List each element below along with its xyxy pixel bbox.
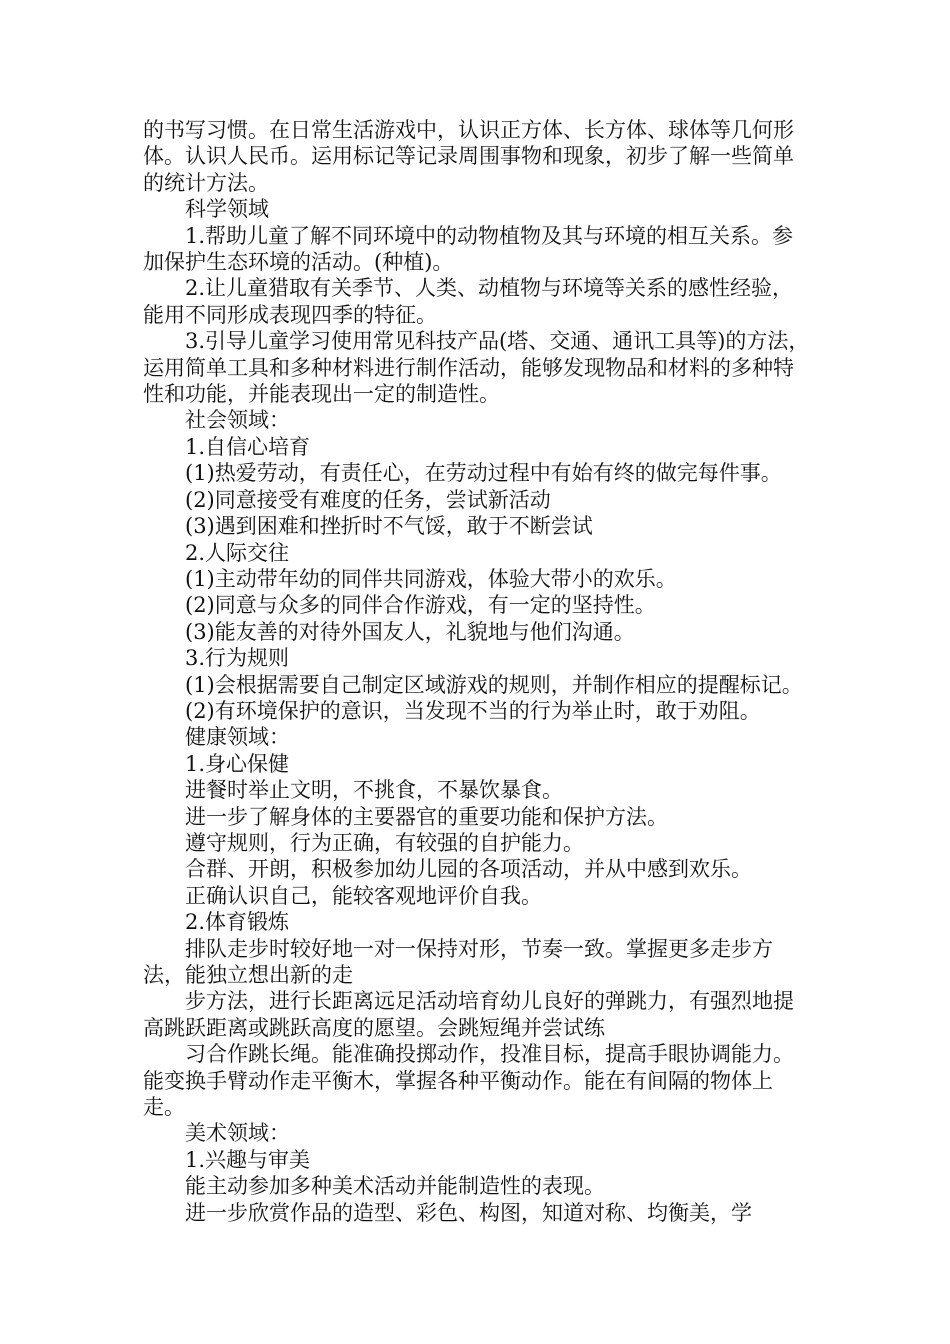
paragraph: 排队走步时较好地一对一保持对形，节奏一致。掌握更多走步方法，能独立想出新的走 (143, 936, 773, 987)
subheading: 3.行为规则 (185, 646, 290, 671)
document-body (143, 117, 813, 1226)
section-heading: 健康领域： (185, 725, 290, 750)
paragraph: (3)遇到困难和挫折时不气馁，敢于不断尝试 (185, 514, 593, 539)
paragraph: 进一步欣赏作品的造型、彩色、构图，知道对称、均衡美，学 (185, 1200, 752, 1225)
paragraph: 2.让儿童猎取有关季节、人类、动植物与环境等关系的感性经验，能用不同形成表现四季的特征。 (143, 276, 794, 327)
paragraph: (3)能友善的对待外国友人，礼貌地与他们沟通。 (185, 619, 635, 644)
paragraph: 遵守规则，行为正确，有较强的自护能力。 (185, 830, 584, 855)
paragraph: 正确认识自己，能较客观地评价自我。 (185, 883, 542, 908)
paragraph: 进一步了解身体的主要器官的重要功能和保护方法。 (185, 804, 668, 829)
paragraph: 步方法，进行长距离远足活动培育幼儿良好的弹跳力，有强烈地提高跳跃距离或跳跃高度的愿望。会跳短绳并尝试练 (143, 989, 794, 1040)
paragraph: 能主动参加多种美术活动并能制造性的表现。 (185, 1174, 605, 1199)
paragraph: 合群、开朗，积极参加幼儿园的各项活动，并从中感到欢乐。 (185, 857, 752, 882)
paragraph: 习合作跳长绳。能准确投掷动作，投准目标，提高手眼协调能力。能变换手臂动作走平衡木，掌握各种平衡动作。能在有间隔的物体上走。 (143, 1042, 794, 1120)
subheading: 2.人际交往 (185, 540, 290, 565)
subheading: 2.体育锻炼 (185, 910, 290, 935)
subheading: 1.自信心培育 (185, 434, 311, 459)
section-heading: 美术领域： (185, 1121, 290, 1146)
subheading: 1.身心保健 (185, 751, 290, 776)
section-heading: 科学领域 (185, 197, 269, 222)
paragraph: (2)同意接受有难度的任务，尝试新活动 (185, 487, 551, 512)
subheading: 1.兴趣与审美 (185, 1147, 311, 1172)
paragraph: (2)同意与众多的同伴合作游戏，有一定的坚持性。 (185, 593, 656, 618)
paragraph: (2)有环境保护的意识，当发现不当的行为举止时，敢于劝阻。 (185, 698, 761, 723)
paragraph: 1.帮助儿童了解不同环境中的动物植物及其与环境的相互关系。参加保护生态环境的活动。(种植)。 (143, 223, 794, 275)
paragraph: (1)会根据需要自己制定区域游戏的规则，并制作相应的提醒标记。 (185, 672, 803, 697)
paragraph: 3.引导儿童学习使用常见科技产品(塔、交通、通讯工具等)的方法，运用简单工具和多种材料进行制作活动，能够发现物品和材料的多种特性和功能，并能表现出一定的制造性。 (143, 329, 810, 407)
paragraph: 进餐时举止文明，不挑食，不暴饮暴食。 (185, 778, 563, 803)
paragraph: (1)热爱劳动，有责任心，在劳动过程中有始有终的做完每件事。 (185, 461, 782, 486)
section-heading: 社会领域： (185, 408, 290, 433)
paragraph: 的书写习惯。在日常生活游戏中，认识正方体、长方体、球体等几何形体。认识人民币。运用标记等记录周围事物和现象，初步了解一些简单的统计方法。 (143, 118, 794, 195)
paragraph: (1)主动带年幼的同伴共同游戏，体验大带小的欢乐。 (185, 566, 677, 591)
